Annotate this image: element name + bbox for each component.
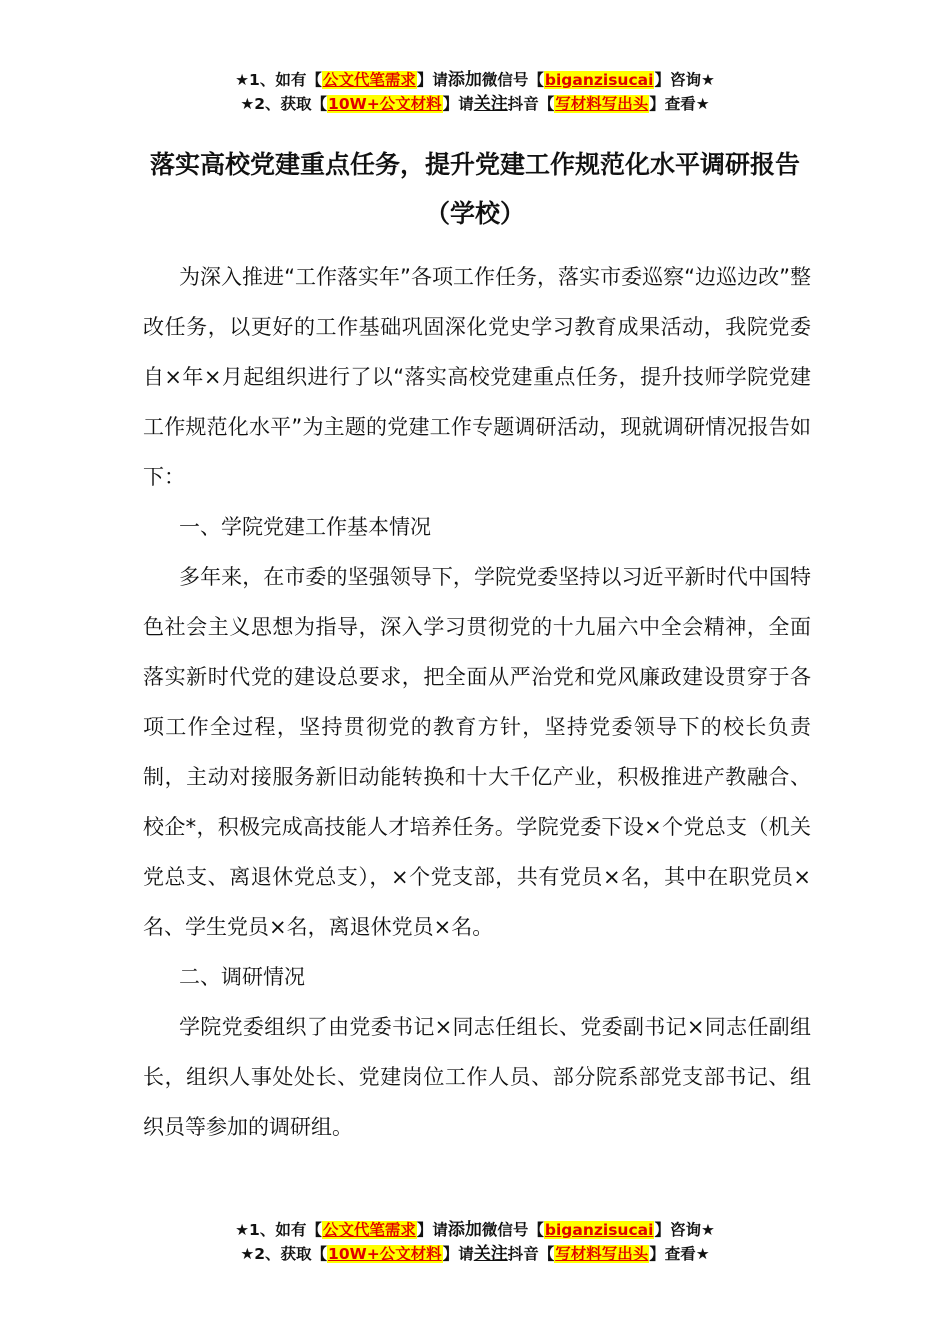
- banner-text: 】请: [442, 1245, 474, 1263]
- banner-text: 抖音【: [507, 95, 555, 113]
- banner-emphasis: 关注: [473, 94, 508, 114]
- header-banner: [0, 68, 950, 116]
- banner-highlight: 写材料写出头: [555, 95, 649, 113]
- banner-text: 抖音【: [507, 1245, 555, 1263]
- banner-text: 】请: [416, 1221, 448, 1239]
- banner-highlight: 10W+公文材料: [328, 95, 442, 113]
- banner-text: 】请: [442, 95, 474, 113]
- document-title: 落实高校党建重点任务，提升党建工作规范化水平调研报告（学校）: [149, 150, 800, 228]
- document-body: [143, 252, 811, 1152]
- banner-emphasis: 添加: [447, 70, 482, 90]
- banner-line-1: [0, 68, 950, 92]
- banner-text: 】请: [416, 71, 448, 89]
- footer-banner: [0, 1218, 950, 1266]
- banner-text: 微信号【: [481, 71, 544, 89]
- banner-highlight: biganzisucai: [544, 71, 654, 89]
- paragraph-basic-situation: 多年来，在市委的坚强领导下，学院党委坚持以习近平新时代中国特色社会主义思想为指导，深入学习贯彻党的十九届六中全会精神，全面落实新时代党的建设总要求，把全面从严治党和党风廉政建设贯穿于各项工作全过程，坚持贯彻党的教育方针，坚持党委领导下的校长负责制，主动对接服务新旧动能转换和十大千亿产业，积极推进产教融合、校企*，积极完成高技能人才培养任务。学院党委下设×个党总支（机关党总支、离退休党总支），×个党支部，共有党员×名，其中在职党员×名、学生党员×名，离退休党员×名。: [143, 565, 811, 939]
- banner-emphasis: 添加: [447, 1220, 482, 1240]
- banner-text: 】咨询★: [654, 71, 715, 89]
- banner-text: ★1、如有【: [235, 1221, 322, 1239]
- banner-highlight: 公文代笔需求: [322, 1221, 416, 1239]
- paragraph-research-group: 学院党委组织了由党委书记×同志任组长、党委副书记×同志任副组长，组织人事处处长、党建岗位工作人员、部分院系部党支部书记、组织员等参加的调研组。: [143, 1015, 811, 1139]
- banner-text: ★1、如有【: [235, 71, 322, 89]
- banner-highlight: 公文代笔需求: [322, 71, 416, 89]
- banner-text: ★2、获取【: [240, 95, 328, 113]
- banner-line-2: [0, 92, 950, 116]
- banner-highlight: 10W+公文材料: [328, 1245, 442, 1263]
- banner-line-2: [0, 1242, 950, 1266]
- banner-emphasis: 关注: [473, 1244, 508, 1264]
- banner-text: 】查看★: [649, 1245, 710, 1263]
- banner-line-1: [0, 1218, 950, 1242]
- section-heading-1: 一、学院党建工作基本情况: [179, 515, 431, 539]
- banner-text: ★2、获取【: [240, 1245, 328, 1263]
- banner-highlight: biganzisucai: [544, 1221, 654, 1239]
- paragraph-intro: 为深入推进“工作落实年”各项工作任务，落实市委巡察“边巡边改”整改任务，以更好的工作基础巩固深化党史学习教育成果活动，我院党委自×年×月起组织进行了以“落实高校党建重点任务，提升技师学院党建工作规范化水平”为主题的党建工作专题调研活动，现就调研情况报告如下：: [143, 265, 811, 489]
- banner-text: 】查看★: [649, 95, 710, 113]
- banner-text: 】咨询★: [654, 1221, 715, 1239]
- banner-text: 微信号【: [481, 1221, 544, 1239]
- banner-highlight: 写材料写出头: [555, 1245, 649, 1263]
- section-heading-2: 二、调研情况: [179, 965, 305, 989]
